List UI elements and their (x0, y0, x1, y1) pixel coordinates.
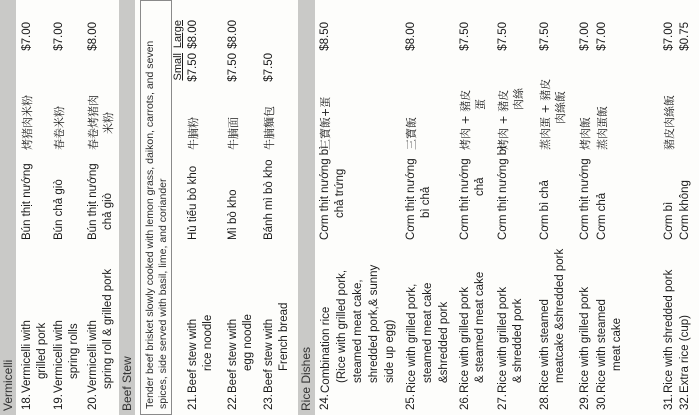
item-name-chinese (404, 117, 419, 150)
en-line: steamed meat cake (422, 282, 434, 383)
item-price-large: $8.00 (187, 20, 199, 49)
item-price: $7.50 (539, 22, 551, 51)
item-name-vietnamese (86, 163, 116, 240)
item-name-chinese (52, 106, 67, 150)
item-name-english (86, 269, 116, 393)
item-number: 20. (87, 394, 99, 410)
en-line: grilled pork (36, 322, 48, 379)
item-name-chinese (662, 95, 677, 150)
item-name-vietnamese (496, 146, 511, 240)
item-name-chinese (20, 95, 35, 150)
en-line: Beef stew with (263, 318, 275, 393)
section-header-rice-dishes: Rice Dishes (298, 0, 315, 415)
vi-line: Cơm thịt nướng bì (319, 145, 331, 240)
item-name-vietnamese (578, 158, 593, 240)
vi-line: Cơm bì (663, 201, 675, 240)
item-name-english (578, 287, 593, 393)
item-name-english (20, 320, 50, 393)
item-name-english (496, 287, 526, 393)
en-line: Vermicelli with (21, 320, 33, 393)
vi-line: Cơm bì chả (539, 180, 551, 240)
vi-line: Bánh mì bò kho (263, 159, 275, 240)
item-name-vietnamese (52, 179, 67, 240)
vi-line: Bún thịt nướng (21, 163, 33, 240)
item-number: 30. (596, 394, 608, 410)
item-name-vietnamese (318, 146, 348, 240)
cn-line: 烤肉飯 (579, 117, 592, 150)
section-header-beef-stew: Beef Stew (119, 0, 135, 415)
item-price: $7.00 (579, 22, 591, 51)
item-name-chinese (226, 117, 241, 150)
en-line: Rice with grilled pork (497, 286, 509, 393)
cn-line: 米粉 (102, 112, 115, 134)
en-line: & shredded pork (512, 298, 524, 383)
en-line: meatcake &shredded pork (554, 248, 566, 383)
vi-line: chả giò (102, 192, 114, 230)
en-line: Vermicelli with (53, 320, 65, 393)
item-name-english (318, 265, 398, 393)
cn-line: 肉絲 (512, 88, 525, 110)
vi-line: Mì bò kho (227, 189, 239, 240)
item-price: $8.50 (319, 22, 331, 51)
cn-line: 烤肉 + 豬皮 (459, 89, 472, 150)
item-name-chinese (186, 117, 201, 150)
cn-line: 牛腩粉 (187, 117, 200, 150)
en-line: Beef stew with (227, 318, 239, 393)
en-line: rice noodle (202, 314, 214, 371)
item-name-vietnamese (404, 158, 434, 240)
item-number: 28. (539, 394, 551, 410)
item-name-vietnamese (538, 180, 553, 240)
item-number: 18. (21, 394, 33, 410)
item-price: $7.00 (21, 22, 33, 51)
item-name-vietnamese (662, 202, 677, 240)
cn-line: 烤肉 + 豬皮 (497, 89, 510, 150)
item-number: 29. (579, 394, 591, 410)
item-name-english (404, 283, 452, 393)
item-name-english (662, 270, 677, 393)
en-line: Rice with grilled pork, (406, 283, 418, 393)
en-line: side up egg) (384, 319, 396, 383)
item-name-vietnamese (458, 158, 488, 240)
vi-line: Cơm thịt nướng (405, 158, 417, 240)
item-name-chinese (458, 90, 488, 150)
en-line: (Rice with grilled pork, (336, 269, 348, 383)
en-line: Rice with grilled pork (579, 286, 591, 393)
en-line: Vermicelli with (87, 320, 99, 393)
item-name-chinese (496, 88, 526, 150)
vi-line: Bún chả giò (53, 179, 65, 240)
item-number: 25. (405, 394, 417, 410)
en-line: Combination rice (320, 306, 332, 393)
item-number: 27. (497, 394, 509, 410)
item-price: $0.75 (679, 22, 691, 51)
item-price: $7.00 (53, 22, 65, 51)
vi-line: Cơm thịt nướng bì (497, 145, 509, 240)
item-name-english (186, 315, 216, 393)
en-line: & steamed meat cake (474, 271, 486, 383)
item-price: $7.50 (497, 22, 509, 51)
item-number: 31. (663, 394, 675, 410)
cn-line: 春卷米粉 (53, 106, 66, 150)
cn-line: 三寶飯+蛋 (319, 96, 332, 150)
cn-line: 蒸肉蛋飯 (596, 106, 609, 150)
item-name-english (458, 272, 488, 393)
item-name-vietnamese (186, 166, 201, 240)
item-price: $8.00 (87, 22, 99, 51)
en-line: steamed meat cake, (352, 279, 364, 383)
en-line: egg noodle (242, 314, 254, 371)
small-size-header: Small (172, 53, 184, 81)
item-name-english (52, 320, 82, 393)
item-price: $7.00 (596, 22, 608, 51)
item-number: 22. (227, 394, 239, 410)
large-size-header: Large (172, 20, 184, 49)
section-header-vermicelli: Vermicelli (0, 0, 16, 415)
item-price: $7.00 (663, 22, 675, 51)
item-name-chinese (262, 106, 277, 150)
item-name-english (678, 315, 693, 393)
en-line: Beef stew with (187, 318, 199, 393)
cn-line: 蛋 (474, 99, 487, 110)
vi-line: Cơm không (679, 180, 691, 240)
item-name-vietnamese (20, 163, 35, 240)
en-line: spring roll & grilled pork (102, 268, 114, 389)
en-line: spring rolls (68, 323, 80, 379)
item-name-chinese (538, 79, 568, 150)
en-line: meat cake (611, 317, 623, 371)
vi-line: chả (474, 177, 486, 196)
item-name-chinese (578, 117, 593, 150)
item-price: $7.50 (459, 22, 471, 51)
item-name-english (226, 314, 256, 393)
en-line: French bread (278, 302, 290, 371)
item-price-large: $8.00 (227, 20, 239, 49)
item-name-chinese (318, 97, 333, 150)
vi-line: Cơm thịt nướng (579, 158, 591, 240)
cn-line: 肉絲飯 (554, 91, 567, 124)
vi-line: Cơm thịt nướng (459, 158, 471, 240)
item-name-chinese (86, 95, 116, 150)
en-line: Extra rice (cup) (679, 315, 691, 393)
en-line: Rice with grilled pork (459, 286, 471, 393)
item-number: 23. (263, 394, 275, 410)
en-line: shredded pork,& sunny (368, 264, 380, 383)
item-price: $8.00 (405, 22, 417, 51)
item-name-english (538, 249, 568, 393)
vi-line: Bún thịt nướng (87, 163, 99, 240)
item-name-english (595, 299, 625, 393)
item-number: 32. (679, 394, 691, 410)
cn-line: 烤猪肉米粉 (21, 95, 34, 150)
item-price-small: $7.50 (227, 53, 239, 82)
vi-line: bì chả (420, 186, 432, 218)
en-line: &shredded pork (438, 301, 450, 383)
item-price-small: $7.50 (263, 53, 275, 82)
cn-line: 牛腩麵包 (263, 106, 276, 150)
item-name-vietnamese (262, 159, 277, 240)
cn-line: 牛腩面 (227, 117, 240, 150)
item-number: 24. (319, 394, 331, 410)
vi-line: Cơm chả (596, 192, 608, 240)
cn-line: 三寶飯 (405, 117, 418, 150)
item-name-english (262, 303, 292, 393)
cn-line: 春卷烤猪肉 (87, 95, 100, 150)
en-line: Rice with steamed (596, 299, 608, 393)
en-line: Rice with shredded pork (663, 269, 675, 393)
cn-line: 蒸肉蛋 + 豬皮 (539, 78, 552, 150)
item-name-vietnamese (226, 190, 241, 241)
cn-line: 豬皮肉絲飯 (663, 95, 676, 150)
en-line: Rice with steamed (539, 299, 551, 393)
item-name-chinese (595, 106, 610, 150)
item-number: 19. (53, 394, 65, 410)
beef-stew-description: Tender beef brisket slowly cooked with lemon grass, daikon, carrots, and seven spices, side served with basil, lime, and coriander (140, 0, 172, 415)
item-number: 21. (187, 394, 199, 410)
item-name-vietnamese (678, 180, 693, 240)
vi-line: chả trứng (334, 168, 346, 218)
item-price-small: $7.50 (187, 53, 199, 82)
item-name-vietnamese (595, 193, 610, 240)
item-number: 26. (459, 394, 471, 410)
vi-line: Hủ tiếu bò kho (187, 165, 199, 240)
